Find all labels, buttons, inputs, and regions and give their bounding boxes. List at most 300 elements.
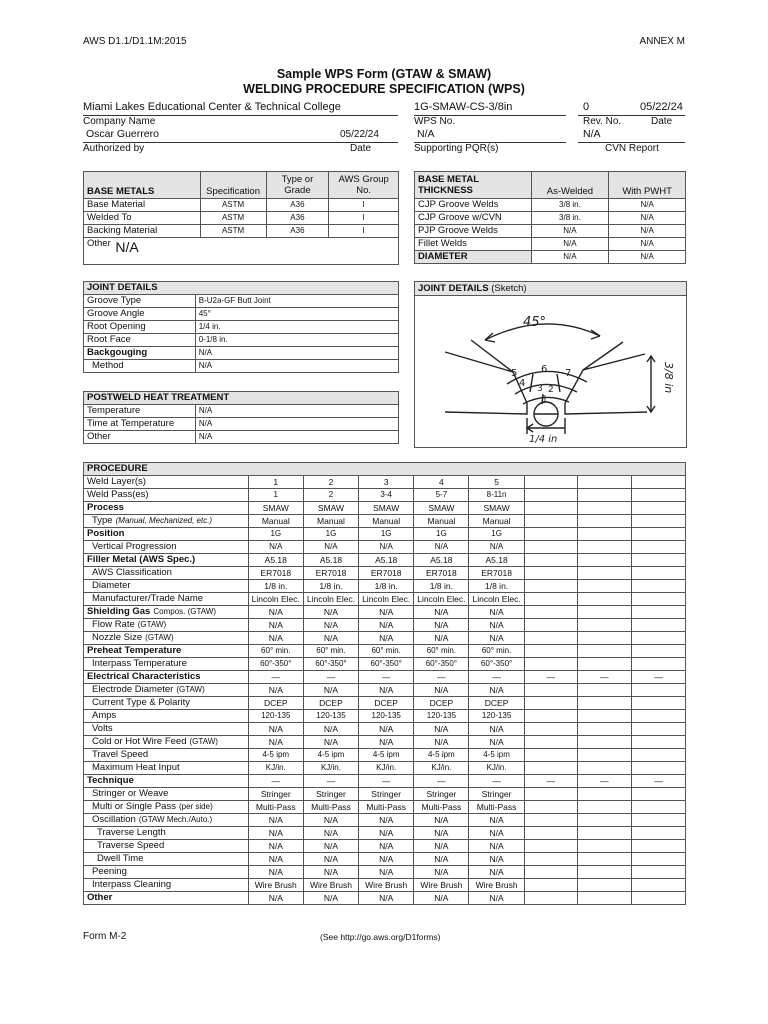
procedure-cell: Multi-Pass [303, 801, 358, 814]
procedure-cell [524, 684, 577, 697]
procedure-cell: 60° min. [469, 645, 524, 658]
company-name-value: Miami Lakes Educational Center & Technical College [83, 101, 341, 113]
procedure-cell [631, 619, 685, 632]
procedure-cell [631, 593, 685, 606]
procedure-cell: N/A [303, 736, 358, 749]
rev-date-label: Date [651, 116, 673, 127]
sketch-pass-4: 4 [519, 378, 526, 389]
procedure-cell [524, 749, 577, 762]
table-row [84, 671, 686, 684]
procedure-cell [577, 658, 631, 671]
procedure-cell: N/A [414, 541, 469, 554]
forms-link: (See http://go.aws.org/D1forms) [320, 932, 441, 942]
procedure-cell: N/A [414, 619, 469, 632]
procedure-cell: Lincoln Elec. [248, 593, 303, 606]
procedure-cell: N/A [248, 619, 303, 632]
procedure-cell: N/A [303, 619, 358, 632]
procedure-cell: SMAW [248, 502, 303, 515]
wps-number-label: WPS No. [414, 116, 456, 127]
procedure-cell: N/A [248, 723, 303, 736]
procedure-cell: 1/8 in. [248, 580, 303, 593]
procedure-row-label: Vertical Progression [84, 541, 249, 554]
procedure-cell [577, 879, 631, 892]
procedure-cell: SMAW [359, 502, 414, 515]
procedure-cell [577, 515, 631, 528]
table-row [84, 892, 686, 905]
procedure-cell: — [469, 671, 524, 684]
procedure-cell: 3-4 [359, 489, 414, 502]
procedure-cell: N/A [414, 814, 469, 827]
annex-label: ANNEX M [639, 36, 685, 47]
procedure-cell [577, 606, 631, 619]
rev-number-value: 0 [583, 101, 590, 113]
procedure-cell [631, 606, 685, 619]
procedure-cell [577, 580, 631, 593]
procedure-cell [524, 697, 577, 710]
procedure-cell: A5.18 [248, 554, 303, 567]
table-row [84, 736, 686, 749]
procedure-cell: N/A [414, 853, 469, 866]
procedure-cell [524, 645, 577, 658]
procedure-cell: KJ/in. [359, 762, 414, 775]
procedure-row-label: Preheat Temperature [84, 645, 249, 658]
procedure-row-label: Type (Manual, Mechanized, etc.) [84, 515, 249, 528]
procedure-cell [524, 866, 577, 879]
procedure-cell [577, 853, 631, 866]
procedure-cell [524, 892, 577, 905]
sketch-angle-label: 45° [523, 315, 547, 330]
procedure-cell: Stringer [359, 788, 414, 801]
procedure-cell [577, 866, 631, 879]
procedure-cell: N/A [469, 606, 524, 619]
table-row [84, 684, 686, 697]
procedure-cell: — [303, 671, 358, 684]
procedure-cell: N/A [248, 814, 303, 827]
cvn-report-label: CVN Report [605, 143, 659, 154]
procedure-cell: Stringer [248, 788, 303, 801]
procedure-cell: DCEP [469, 697, 524, 710]
procedure-cell [524, 476, 577, 489]
table-row: CJP Groove Welds 3/8 in. N/A [415, 199, 686, 212]
procedure-cell: A5.18 [414, 554, 469, 567]
table-row: DIAMETER N/A N/A [415, 251, 686, 264]
procedure-cell [524, 606, 577, 619]
procedure-cell: Lincoln Elec. [303, 593, 358, 606]
procedure-cell: Wire Brush [469, 879, 524, 892]
procedure-row-label: Traverse Length [84, 827, 249, 840]
procedure-cell: 4-5 ipm [248, 749, 303, 762]
procedure-cell: Stringer [414, 788, 469, 801]
procedure-row-label: Interpass Cleaning [84, 879, 249, 892]
procedure-cell: Multi-Pass [248, 801, 303, 814]
table-row: Groove Type B-U2a-GF Butt Joint [84, 295, 399, 308]
procedure-cell: 4 [414, 476, 469, 489]
procedure-row-label: Volts [84, 723, 249, 736]
base-metals-header-spec: Specification [200, 172, 266, 199]
procedure-cell: SMAW [414, 502, 469, 515]
procedure-cell [524, 632, 577, 645]
thickness-title: BASE METAL THICKNESS [415, 172, 532, 199]
procedure-cell: — [631, 775, 685, 788]
procedure-cell: 1 [248, 476, 303, 489]
rev-date-value: 05/22/24 [640, 101, 683, 113]
procedure-cell [524, 853, 577, 866]
procedure-cell: N/A [469, 853, 524, 866]
procedure-cell: ER7018 [248, 567, 303, 580]
procedure-cell [631, 736, 685, 749]
procedure-cell: DCEP [414, 697, 469, 710]
procedure-cell [577, 619, 631, 632]
form-number: Form M-2 [83, 931, 127, 942]
procedure-cell [524, 541, 577, 554]
procedure-cell: KJ/in. [248, 762, 303, 775]
procedure-cell [631, 554, 685, 567]
joint-sketch-panel [414, 281, 687, 448]
table-row [84, 528, 686, 541]
procedure-cell: N/A [303, 866, 358, 879]
procedure-cell: N/A [248, 541, 303, 554]
procedure-cell [631, 541, 685, 554]
procedure-cell: N/A [469, 684, 524, 697]
procedure-cell [524, 658, 577, 671]
procedure-cell [631, 476, 685, 489]
procedure-cell: A5.18 [469, 554, 524, 567]
procedure-cell [524, 827, 577, 840]
procedure-cell: N/A [414, 632, 469, 645]
procedure-cell: N/A [469, 827, 524, 840]
procedure-cell [577, 762, 631, 775]
procedure-cell: N/A [414, 723, 469, 736]
procedure-row-label: Traverse Speed [84, 840, 249, 853]
procedure-cell [631, 788, 685, 801]
form-title: Sample WPS Form (GTAW & SMAW) [276, 67, 492, 81]
procedure-cell [631, 801, 685, 814]
procedure-cell: DCEP [248, 697, 303, 710]
procedure-cell: A5.18 [303, 554, 358, 567]
procedure-cell [524, 840, 577, 853]
procedure-cell [577, 567, 631, 580]
procedure-cell: Wire Brush [414, 879, 469, 892]
procedure-cell: — [577, 671, 631, 684]
procedure-cell: N/A [469, 866, 524, 879]
procedure-cell: Lincoln Elec. [469, 593, 524, 606]
joint-details-title: JOINT DETAILS [84, 282, 399, 295]
procedure-cell: 4-5 ipm [303, 749, 358, 762]
form-subtitle: WELDING PROCEDURE SPECIFICATION (WPS) [243, 82, 525, 96]
procedure-cell [577, 645, 631, 658]
procedure-cell [631, 749, 685, 762]
standard-code: AWS D1.1/D1.1M:2015 [83, 36, 187, 47]
procedure-cell: — [359, 775, 414, 788]
procedure-cell: — [359, 671, 414, 684]
procedure-cell: N/A [469, 814, 524, 827]
procedure-cell: SMAW [303, 502, 358, 515]
procedure-cell [577, 840, 631, 853]
base-metals-other-value: N/A [115, 239, 139, 255]
procedure-cell: 120-135 [414, 710, 469, 723]
joint-details-table [83, 281, 399, 373]
procedure-cell [631, 853, 685, 866]
wps-number-value: 1G-SMAW-CS-3/8in [414, 101, 513, 113]
cvn-report-value: N/A [583, 128, 601, 140]
procedure-cell [524, 567, 577, 580]
table-row: Root Face 0-1/8 in. [84, 334, 399, 347]
procedure-cell: — [414, 671, 469, 684]
procedure-row-label: Cold or Hot Wire Feed (GTAW) [84, 736, 249, 749]
procedure-cell [524, 879, 577, 892]
rev-number-label: Rev. No. [583, 116, 622, 127]
table-row [84, 827, 686, 840]
table-row [84, 658, 686, 671]
procedure-row-label: Electrode Diameter (GTAW) [84, 684, 249, 697]
procedure-cell [631, 697, 685, 710]
procedure-cell: N/A [248, 606, 303, 619]
procedure-cell: N/A [248, 853, 303, 866]
procedure-cell: DCEP [303, 697, 358, 710]
procedure-cell: 1/8 in. [303, 580, 358, 593]
procedure-cell: — [414, 775, 469, 788]
procedure-cell [524, 593, 577, 606]
procedure-cell [631, 814, 685, 827]
procedure-cell [577, 476, 631, 489]
table-row: Root Opening 1/4 in. [84, 321, 399, 334]
procedure-cell: 4-5 ipm [469, 749, 524, 762]
procedure-cell: N/A [303, 723, 358, 736]
procedure-cell: Stringer [469, 788, 524, 801]
procedure-cell: Multi-Pass [359, 801, 414, 814]
table-row: Method N/A [84, 360, 399, 373]
procedure-cell: — [577, 775, 631, 788]
procedure-cell: N/A [248, 866, 303, 879]
procedure-cell: N/A [303, 840, 358, 853]
procedure-cell: N/A [414, 606, 469, 619]
table-row: Base Material ASTM A36 I [84, 199, 399, 212]
authorized-date-label: Date [350, 143, 372, 154]
procedure-cell: N/A [303, 853, 358, 866]
procedure-cell: KJ/in. [303, 762, 358, 775]
table-row [84, 853, 686, 866]
procedure-cell: N/A [359, 827, 414, 840]
procedure-cell [524, 801, 577, 814]
procedure-cell: 5-7 [414, 489, 469, 502]
procedure-cell: 60°-350° [414, 658, 469, 671]
procedure-cell: — [248, 775, 303, 788]
table-row [84, 515, 686, 528]
procedure-cell: N/A [414, 840, 469, 853]
procedure-cell: Multi-Pass [469, 801, 524, 814]
procedure-cell: 2 [303, 476, 358, 489]
table-row [84, 567, 686, 580]
sketch-pass-6: 6 [541, 364, 548, 375]
procedure-cell: N/A [303, 827, 358, 840]
authorized-date-value: 05/22/24 [340, 129, 379, 140]
procedure-row-label: Amps [84, 710, 249, 723]
procedure-title: PROCEDURE [84, 463, 686, 476]
procedure-cell: — [524, 775, 577, 788]
procedure-row-label: Other [84, 892, 249, 905]
table-row [84, 489, 686, 502]
company-name-label: Company Name [83, 116, 156, 127]
procedure-cell: N/A [303, 606, 358, 619]
procedure-cell [524, 554, 577, 567]
procedure-row-label: Interpass Temperature [84, 658, 249, 671]
procedure-cell: Multi-Pass [414, 801, 469, 814]
procedure-cell [577, 593, 631, 606]
table-row [84, 788, 686, 801]
procedure-cell [577, 801, 631, 814]
procedure-cell: N/A [469, 840, 524, 853]
table-row [84, 619, 686, 632]
procedure-cell: KJ/in. [414, 762, 469, 775]
table-row [84, 606, 686, 619]
procedure-cell: N/A [248, 840, 303, 853]
procedure-row-label: Peening [84, 866, 249, 879]
table-row [84, 775, 686, 788]
procedure-cell: N/A [359, 814, 414, 827]
procedure-cell: N/A [359, 892, 414, 905]
procedure-cell: N/A [359, 619, 414, 632]
table-row: Temperature N/A [84, 405, 399, 418]
procedure-cell: 120-135 [359, 710, 414, 723]
procedure-cell [524, 788, 577, 801]
procedure-cell: 60°-350° [359, 658, 414, 671]
procedure-cell: Wire Brush [303, 879, 358, 892]
procedure-cell: Wire Brush [359, 879, 414, 892]
procedure-cell: A5.18 [359, 554, 414, 567]
procedure-row-label: Flow Rate (GTAW) [84, 619, 249, 632]
procedure-cell: 60° min. [303, 645, 358, 658]
table-row: Welded To ASTM A36 I [84, 212, 399, 225]
procedure-cell [577, 554, 631, 567]
procedure-cell [577, 892, 631, 905]
procedure-cell: 60° min. [248, 645, 303, 658]
procedure-row-label: Nozzle Size (GTAW) [84, 632, 249, 645]
procedure-cell: 1G [303, 528, 358, 541]
procedure-row-label: Weld Layer(s) [84, 476, 249, 489]
pwht-title: POSTWELD HEAT TREATMENT [84, 392, 399, 405]
table-row [84, 749, 686, 762]
procedure-cell [631, 892, 685, 905]
procedure-cell [524, 736, 577, 749]
procedure-cell: N/A [414, 827, 469, 840]
procedure-cell: N/A [469, 892, 524, 905]
table-row: Time at Temperature N/A [84, 418, 399, 431]
procedure-row-label: Shielding Gas Compos. (GTAW) [84, 606, 249, 619]
procedure-cell: N/A [248, 632, 303, 645]
procedure-cell [524, 762, 577, 775]
sketch-root-label: 1/4 in [529, 434, 558, 445]
procedure-cell [577, 697, 631, 710]
procedure-cell [524, 515, 577, 528]
procedure-cell: N/A [303, 814, 358, 827]
procedure-cell [524, 814, 577, 827]
table-row [84, 632, 686, 645]
procedure-row-label: Current Type & Polarity [84, 697, 249, 710]
sketch-pass-2: 2 [548, 385, 554, 395]
procedure-cell: 120-135 [303, 710, 358, 723]
table-row: Backgouging N/A [84, 347, 399, 360]
diameter-label: DIAMETER [415, 251, 532, 264]
procedure-cell: N/A [414, 866, 469, 879]
procedure-cell: N/A [469, 619, 524, 632]
procedure-cell: 2 [303, 489, 358, 502]
table-row: CJP Groove w/CVN 3/8 in. N/A [415, 212, 686, 225]
procedure-cell: N/A [359, 541, 414, 554]
base-metals-header-group: AWS Group No. [329, 172, 399, 199]
procedure-cell: Lincoln Elec. [359, 593, 414, 606]
procedure-cell: N/A [469, 541, 524, 554]
procedure-cell: N/A [469, 723, 524, 736]
table-row: Groove Angle 45° [84, 308, 399, 321]
procedure-cell: N/A [469, 736, 524, 749]
procedure-cell: ER7018 [359, 567, 414, 580]
procedure-cell: — [303, 775, 358, 788]
procedure-cell: — [248, 671, 303, 684]
procedure-cell: N/A [469, 632, 524, 645]
procedure-cell: 8-11n [469, 489, 524, 502]
procedure-cell [631, 827, 685, 840]
table-row [84, 580, 686, 593]
procedure-cell: 1G [469, 528, 524, 541]
procedure-cell [631, 580, 685, 593]
procedure-cell [631, 866, 685, 879]
procedure-cell [577, 684, 631, 697]
procedure-cell: N/A [359, 866, 414, 879]
table-row [84, 697, 686, 710]
procedure-row-label: Multi or Single Pass (per side) [84, 801, 249, 814]
table-row: Other N/A [84, 431, 399, 444]
procedure-cell: N/A [414, 736, 469, 749]
procedure-cell [577, 541, 631, 554]
procedure-cell [577, 502, 631, 515]
procedure-cell: 4-5 ipm [359, 749, 414, 762]
table-row [84, 762, 686, 775]
procedure-cell: N/A [248, 736, 303, 749]
procedure-cell: N/A [359, 853, 414, 866]
procedure-cell [631, 684, 685, 697]
procedure-row-label: Travel Speed [84, 749, 249, 762]
procedure-row-label: Position [84, 528, 249, 541]
procedure-cell: 60°-350° [469, 658, 524, 671]
procedure-cell [577, 827, 631, 840]
procedure-cell: — [469, 775, 524, 788]
sketch-thickness-label: 3/8 in [662, 362, 675, 394]
table-row [84, 866, 686, 879]
procedure-cell: 60°-350° [303, 658, 358, 671]
procedure-cell [577, 632, 631, 645]
procedure-cell [524, 619, 577, 632]
procedure-cell: 60° min. [414, 645, 469, 658]
procedure-cell: Manual [248, 515, 303, 528]
procedure-cell: 1G [359, 528, 414, 541]
procedure-row-label: Technique [84, 775, 249, 788]
sketch-pass-1: 1 [542, 395, 548, 405]
thickness-header-pwht: With PWHT [609, 172, 686, 199]
procedure-cell [577, 489, 631, 502]
table-row [84, 645, 686, 658]
procedure-row-label: Diameter [84, 580, 249, 593]
procedure-row-label: Oscillation (GTAW Mech./Auto.) [84, 814, 249, 827]
procedure-cell: Manual [303, 515, 358, 528]
procedure-cell: N/A [248, 684, 303, 697]
authorized-by-label: Authorized by [83, 143, 145, 154]
procedure-cell: N/A [359, 606, 414, 619]
sketch-pass-7: 7 [565, 368, 572, 379]
table-row [84, 476, 686, 489]
supporting-pqr-value: N/A [417, 128, 435, 140]
thickness-table [414, 171, 686, 264]
procedure-cell: — [524, 671, 577, 684]
